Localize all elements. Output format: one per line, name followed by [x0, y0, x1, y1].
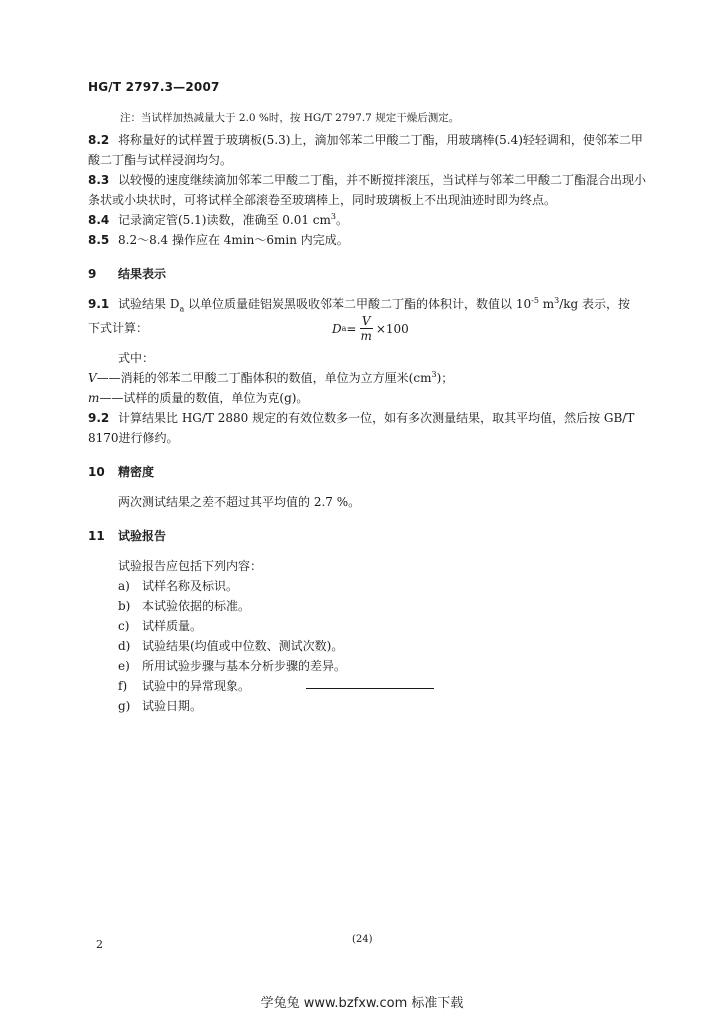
clause-text: 试验结果 D: [118, 297, 180, 311]
precision-text: 两次测试结果之差不超过其平均值的 2.7 %。: [118, 495, 361, 509]
clause-number: 9.2: [88, 411, 110, 425]
step-8-2: [88, 130, 648, 170]
clause-number: 9.1: [88, 297, 110, 311]
clause-text: /kg 表示，按: [559, 297, 631, 311]
step-8-4: [88, 210, 648, 230]
section-number: 10: [88, 465, 105, 479]
step-8-5: [88, 230, 648, 250]
list-text: 本试验依据的标准。: [142, 599, 251, 613]
definition-text: ——试样的质量的数值，单位为克(g)。: [99, 391, 309, 405]
formula-tail: ×100: [375, 321, 409, 336]
definition-text: ——消耗的邻苯二甲酸二丁酯体积的数值，单位为立方厘米(cm: [96, 371, 432, 385]
fraction-numerator: V: [361, 314, 371, 328]
list-text: 所用试验步骤与基本分析步骤的差异。: [142, 659, 347, 673]
note: 注：当试样加热减量大于 2.0 %时，按 HG/T 2797.7 规定干燥后测定。: [120, 112, 460, 124]
list-item: [88, 616, 648, 636]
step-number: 8.5: [88, 233, 110, 247]
list-label: c): [118, 619, 130, 633]
definition-m: [88, 388, 648, 408]
list-text: 试验结果(均值或中位数、测试次数)。: [142, 639, 344, 653]
document-body: [88, 108, 648, 716]
section-title: 试验报告: [118, 529, 167, 543]
report-intro: 试验报告应包括下列内容：: [118, 559, 263, 573]
list-text: 试验中的异常现象。: [142, 679, 251, 693]
page-number: 2: [96, 938, 103, 951]
section-11-heading: [88, 526, 648, 546]
superscript: 3: [554, 296, 560, 305]
definition-v: [88, 368, 648, 388]
step-number: 8.2: [88, 133, 110, 147]
list-text: 试验日期。: [142, 699, 203, 713]
clause-9-2: [88, 408, 648, 448]
list-item: [88, 596, 648, 616]
formula-fraction: [358, 314, 373, 343]
section-number: 9: [88, 267, 97, 281]
list-text: 试样名称及标识。: [142, 579, 239, 593]
clause-text: m: [538, 297, 555, 311]
clause-9-1: [88, 294, 648, 314]
section-title: 结果表示: [118, 267, 167, 281]
list-item: [88, 676, 648, 696]
definition-end: )；: [436, 371, 454, 385]
clause-text: 计算结果比 HG/T 2880 规定的有效位数多一位，如有多次测量结果，取其平均值，然后按 GB/T 8170进行修约。: [88, 411, 635, 445]
list-label: e): [118, 659, 130, 673]
list-item: [88, 656, 648, 676]
list-label: b): [118, 599, 131, 613]
section-9-heading: [88, 264, 648, 284]
footer-sequence-number: (24): [352, 934, 373, 945]
clause-text: 以单位质量硅铝炭黑吸收邻苯二甲酸二丁酯的体积计，数值以 10: [184, 297, 532, 311]
superscript: -5: [531, 296, 539, 305]
superscript: 3: [330, 212, 336, 221]
definition-variable: V: [88, 371, 97, 385]
list-text: 试样质量。: [142, 619, 203, 633]
fraction-denominator: m: [360, 329, 372, 343]
definition-variable: m: [88, 391, 100, 405]
formula-lhs: D: [332, 321, 342, 336]
list-label: g): [118, 699, 131, 713]
section-title: 精密度: [118, 465, 155, 479]
list-label: a): [118, 579, 130, 593]
superscript: 3: [431, 370, 437, 379]
end-of-document-line: [306, 688, 434, 689]
step-text: 记录滴定管(5.1)读数，准确至 0.01 cm: [118, 213, 331, 227]
list-label: d): [118, 639, 131, 653]
list-item: [88, 636, 648, 656]
step-text-end: 。: [336, 213, 349, 227]
watermark: 学兔兔 www.bzfxw.com 标准下载: [260, 996, 464, 1011]
list-item: [88, 696, 648, 716]
subscript: a: [179, 304, 185, 314]
step-number: 8.3: [88, 173, 110, 187]
section-number: 11: [88, 529, 105, 543]
formula-row: [88, 314, 648, 348]
step-text: 将称量好的试样置于玻璃板(5.3)上，滴加邻苯二甲酸二丁酯，用玻璃棒(5.4)轻轻调和，使邻苯二甲酸二丁酯与试样浸润均匀。: [88, 133, 643, 167]
formula-lead-text: 下式计算：: [88, 321, 149, 335]
standard-code-header: HG/T 2797.3—2007: [88, 80, 220, 94]
list-item: [88, 576, 648, 596]
section-10-heading: [88, 462, 648, 482]
report-items: [88, 576, 648, 716]
step-text: 以较慢的速度继续滴加邻苯二甲酸二丁酯，并不断搅拌滚压，当试样与邻苯二甲酸二丁酯混合出现小条状或小块状时，可将试样全部滚卷至玻璃棒上，同时玻璃板上不出现油迹时即为终点。: [88, 173, 647, 207]
list-label: f): [118, 679, 128, 693]
step-number: 8.4: [88, 213, 110, 227]
step-8-3: [88, 170, 648, 210]
formula-equals: =: [346, 321, 357, 336]
where-label: 式中：: [118, 351, 155, 365]
step-text: 8.2～8.4 操作应在 4min～6min 内完成。: [118, 233, 349, 247]
formula: D a = $\frac{V}{m}$ ×100: [332, 314, 409, 343]
